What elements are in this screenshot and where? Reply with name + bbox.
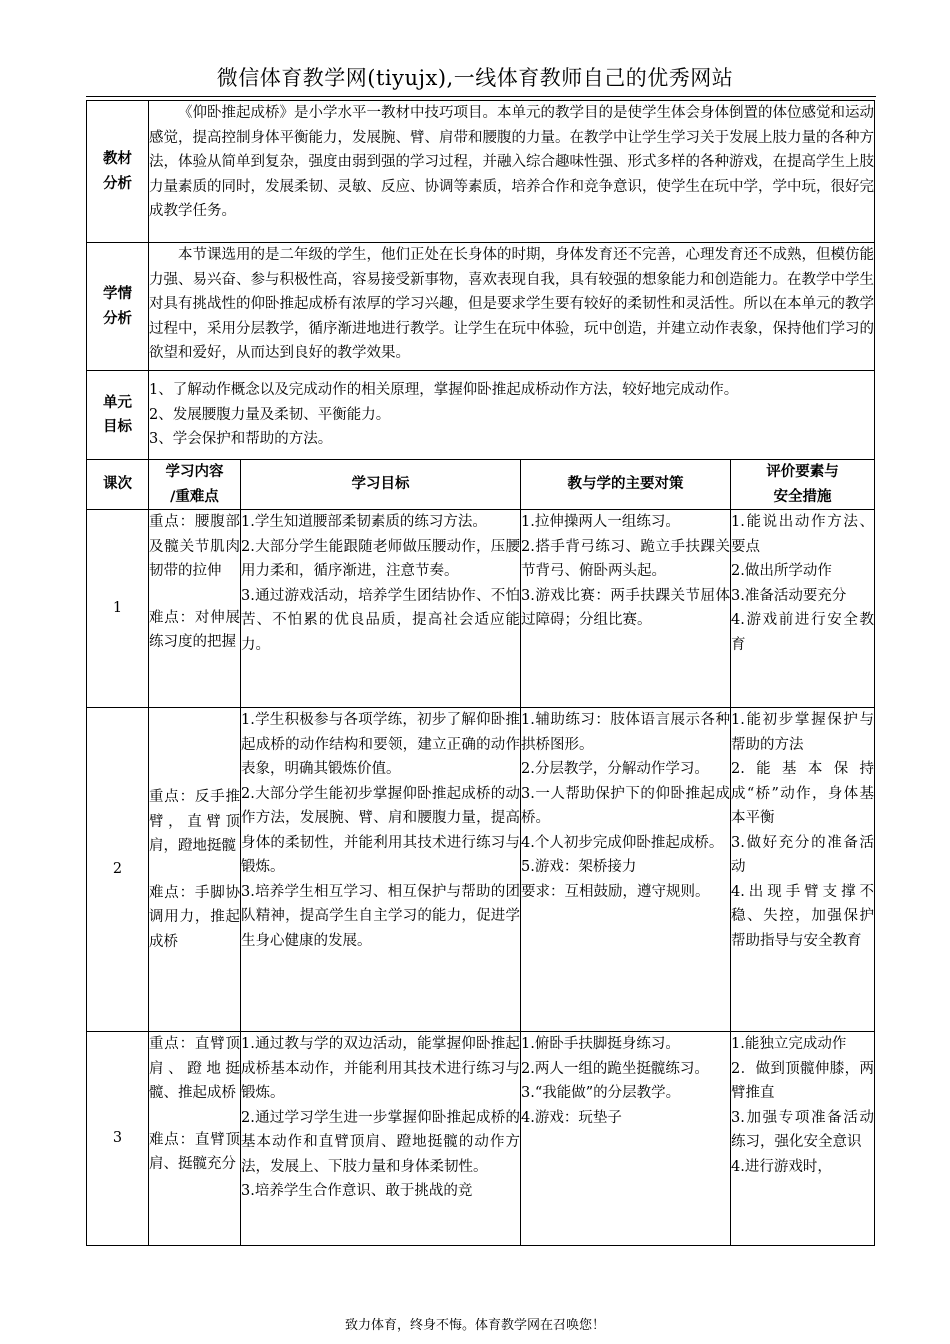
lesson-key-points <box>149 1032 241 1246</box>
evaluation-item: 2.做出所学动作 <box>731 563 832 579</box>
col-header-evaluation: 评价要素与 安全措施 <box>731 460 875 510</box>
lesson-key-points <box>149 708 241 1032</box>
objective-item: 2.通过学习学生进一步掌握仰卧推起成桥的基本动作和直臂顶肩、蹬地挺髋的动作方法，发展上、下肢力量和身体柔韧性。 <box>241 1109 520 1175</box>
evaluation-item: 4.进行游戏时， <box>731 1158 832 1175</box>
lesson-row <box>87 510 875 708</box>
page-footer: 致力体育，终身不悔。体育教学网在召唤您！ <box>344 1318 605 1333</box>
difficult-point: 难点：对伸展练习度的把握 <box>149 609 240 650</box>
lesson-number: 1 <box>87 510 149 708</box>
lesson-objectives <box>241 708 521 1032</box>
textbook-analysis-label: 教材 分析 <box>87 101 149 243</box>
objective-item: 1.学生知道腰部柔韧素质的练习方法。 <box>241 514 487 530</box>
unit-goals-list <box>149 371 875 460</box>
unit-goal-item: 3、学会保护和帮助的方法。 <box>149 431 333 448</box>
textbook-analysis-row <box>87 101 875 243</box>
lesson-row <box>87 708 875 1032</box>
lesson-plan-table <box>86 100 875 1246</box>
col-header-strategy: 教与学的主要对策 <box>521 460 731 510</box>
strategy-item: 1.辅助练习：肢体语言展示各种拱桥图形。 <box>521 712 730 753</box>
lesson-evaluations <box>731 708 875 1032</box>
key-point: 重点：反手推臂，直臂顶肩，蹬地挺髋 <box>149 789 240 854</box>
strategy-item: 2.分层教学，分解动作学习。 <box>521 761 709 777</box>
difficult-point: 难点：手脚协调用力，推起成桥 <box>149 884 240 950</box>
evaluation-item: 2．做到顶髋伸膝，两臂推直 <box>731 1060 875 1101</box>
column-header-row <box>87 460 875 510</box>
strategy-item: 3.游戏比赛：两手扶踝关节屈体过障碍；分组比赛。 <box>521 587 730 628</box>
student-analysis-label: 学情 分析 <box>87 243 149 371</box>
evaluation-item: 1.能初步掌握保护与帮助的方法 <box>731 712 875 753</box>
evaluation-item: 3.加强专项准备活动练习，强化安全意识 <box>731 1109 875 1150</box>
strategy-item: 4.游戏：玩垫子 <box>521 1109 622 1126</box>
evaluation-item: 4.游戏前进行安全教育 <box>731 612 875 653</box>
key-point: 重点：腰腹部及髋关节肌肉韧带的拉伸 <box>149 514 240 579</box>
col-header-objective: 学习目标 <box>241 460 521 510</box>
textbook-analysis-text: 《仰卧推起成桥》是小学水平一教材中技巧项目。本单元的教学目的是使学生体会身体倒置的体位感觉和运动感觉，提高控制身体平衡能力，发展腕、臂、肩带和腰腹的力量。在教学中让学生学习关于发展上肢力量的各种方法，体验从简单到复杂，强度由弱到强的学习过程，并融入综合趣味性强、形式多样的各种游戏，在提高学生上肢力量素质的同时，发展柔韧、灵敏、反应、协调等素质，培养合作和竞争意识，使学生在玩中学，学中玩，很好完成教学任务。 <box>149 101 875 243</box>
objective-item: 1.学生积极参与各项学练，初步了解仰卧推起成桥的动作结构和要领，建立正确的动作表象，明确其锻炼价值。 <box>241 712 520 777</box>
objective-item: 3.培养学生相互学习、相互保护与帮助的团队精神，提高学生自主学习的能力，促进学生身心健康的发展。 <box>241 883 520 949</box>
lesson-row <box>87 1032 875 1246</box>
student-analysis-row <box>87 243 875 371</box>
evaluation-item: 1.能独立完成动作 <box>731 1036 847 1052</box>
unit-goals-label: 单元 目标 <box>87 371 149 460</box>
page-header-title: 微信体育教学网(tiyujx),一线体育教师自己的优秀网站 <box>216 66 734 90</box>
lesson-evaluations <box>731 510 875 708</box>
strategy-item: 3.一人帮助保护下的仰卧推起成桥。 <box>521 785 730 826</box>
objective-item: 2.大部分学生能初步掌握仰卧推起成桥的动作方法，发展腕、臂、肩和腰腹力量，提高身体的柔韧性，并能利用其技术进行练习与锻炼。 <box>241 785 520 875</box>
objective-item: 3.培养学生合作意识、敢于挑战的竞 <box>241 1183 473 1199</box>
lesson-number: 2 <box>87 708 149 1032</box>
lesson-evaluations <box>731 1032 875 1246</box>
unit-goals-row <box>87 371 875 460</box>
lesson-strategies <box>521 510 731 708</box>
objective-item: 3.通过游戏活动，培养学生团结协作、不怕苦、不怕累的优良品质，提高社会适应能力。 <box>241 587 520 653</box>
lesson-strategies <box>521 708 731 1032</box>
difficult-point: 难点：直臂顶肩、挺髋充分 <box>149 1131 240 1172</box>
strategy-item: 3.“我能做”的分层教学。 <box>521 1085 681 1101</box>
strategy-item: 要求：互相鼓励，遵守规则。 <box>521 883 710 900</box>
evaluation-item: 3.准备活动要充分 <box>731 587 847 604</box>
lesson-number: 3 <box>87 1032 149 1246</box>
evaluation-item: 1.能说出动作方法、要点 <box>731 514 875 555</box>
unit-goal-item: 2、发展腰腹力量及柔韧、平衡能力。 <box>149 406 391 423</box>
strategy-item: 1.拉伸操两人一组练习。 <box>521 514 680 530</box>
evaluation-item: 3.做好充分的准备活动 <box>731 834 875 875</box>
lesson-strategies <box>521 1032 731 1246</box>
col-header-content: 学习内容 /重难点 <box>149 460 241 510</box>
evaluation-item: 4.出现手臂支撑不稳、失控，加强保护帮助指导与安全教育 <box>731 883 875 949</box>
strategy-item: 2.搭手背弓练习、跪立手扶踝关节背弓、俯卧两头起。 <box>521 538 730 579</box>
evaluation-item: 2.能基本保持成“桥”动作，身体基本平衡 <box>731 761 875 826</box>
student-analysis-text: 本节课选用的是二年级的学生，他们正处在长身体的时期，身体发育还不完善，心理发育还不成熟，但模仿能力强、易兴奋、参与积极性高，容易接受新事物，喜欢表现自我，具有较强的想象能力和创造能力。在教学中学生对具有挑战性的仰卧推起成桥有浓厚的学习兴趣，但是要求学生要有较好的柔韧性和灵活性。所以在本单元的教学过程中，采用分层教学，循序渐进地进行教学。让学生在玩中体验，玩中创造，并建立动作表象，保持他们学习的欲望和爱好，从而达到良好的教学效果。 <box>149 243 875 371</box>
objective-item: 1.通过教与学的双边活动，能掌握仰卧推起成桥基本动作，并能利用其技术进行练习与锻炼。 <box>241 1036 520 1101</box>
lesson-objectives <box>241 1032 521 1246</box>
strategy-item: 1.俯卧手扶脚挺身练习。 <box>521 1036 680 1052</box>
strategy-item: 2.两人一组的跪坐挺髋练习。 <box>521 1060 709 1077</box>
unit-goal-item: 1、了解动作概念以及完成动作的相关原理，掌握仰卧推起成桥动作方法，较好地完成动作。 <box>149 382 739 399</box>
objective-item: 2.大部分学生能跟随老师做压腰动作，压腰用力柔和，循序渐进，注意节奏。 <box>241 538 520 579</box>
strategy-item: 4.个人初步完成仰卧推起成桥。 <box>521 834 724 851</box>
lesson-objectives <box>241 510 521 708</box>
strategy-item: 5.游戏：架桥接力 <box>521 859 637 875</box>
key-point: 重点：直臂顶肩、蹬地挺髋、推起成桥 <box>149 1036 240 1101</box>
lesson-key-points <box>149 510 241 708</box>
header-divider <box>86 96 876 97</box>
col-header-lesson: 课次 <box>87 460 149 510</box>
